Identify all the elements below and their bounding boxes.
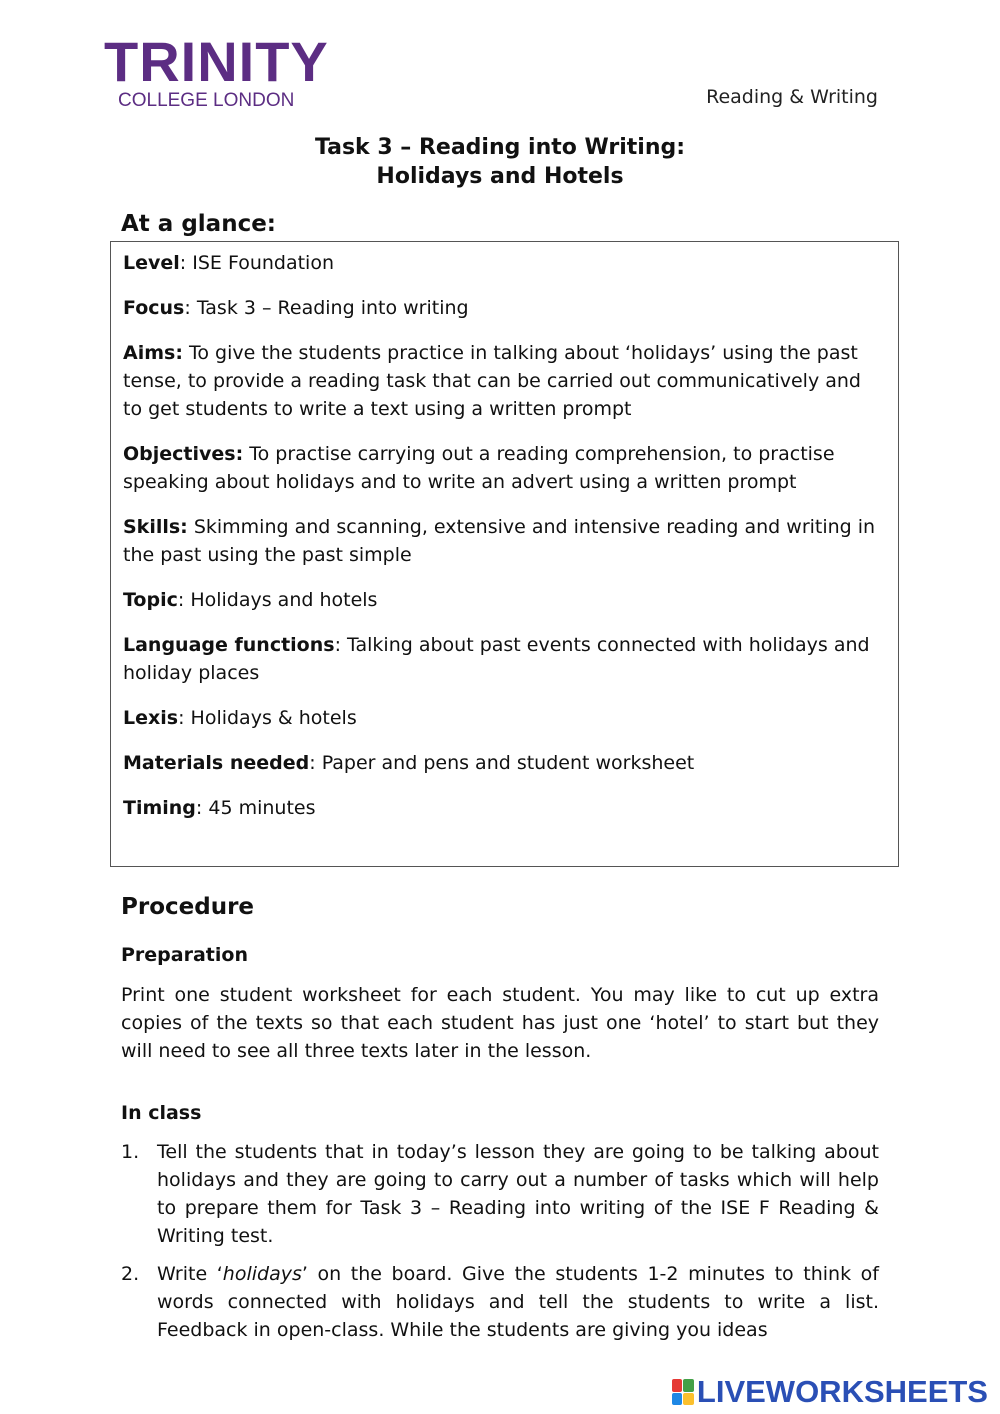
glance-item: Level: ISE Foundation <box>123 252 335 274</box>
liveworksheets-icon <box>672 1379 694 1405</box>
glance-item: Materials needed: Paper and pens and student worksheet <box>123 752 695 774</box>
glance-value: 45 minutes <box>208 797 316 819</box>
logo-wordmark: TRINITY <box>104 30 329 93</box>
emphasis-word: holidays <box>222 1263 302 1285</box>
glance-item: Lexis: Holidays & hotels <box>123 707 357 729</box>
glance-label: Level <box>123 252 180 274</box>
glance-box <box>110 241 899 867</box>
glance-value: To give the students practice in talking about ‘holidays’ using the past tense, to provide a reading task that can be carried out communicatively and to get students to write a text using a written prompt <box>123 342 861 420</box>
glance-item <box>123 440 886 496</box>
glance-item: Topic: Holidays and hotels <box>123 589 378 611</box>
glance-value: Holidays and hotels <box>190 589 378 611</box>
badge-cell <box>683 1393 694 1406</box>
badge-cell <box>672 1393 683 1406</box>
glance-value: Holidays & hotels <box>190 707 357 729</box>
glance-label: Timing <box>123 797 196 819</box>
glance-item <box>123 339 886 423</box>
glance-item: Timing: 45 minutes <box>123 797 316 819</box>
preparation-heading: Preparation <box>121 944 248 966</box>
page-title <box>0 133 1000 191</box>
glance-item <box>123 513 886 569</box>
glance-value: Skimming and scanning, extensive and intensive reading and writing in the past using the past simple <box>123 516 876 566</box>
badge-cell <box>683 1379 694 1392</box>
glance-value: Paper and pens and student worksheet <box>321 752 695 774</box>
in-class-steps <box>121 1138 879 1354</box>
glance-heading: At a glance: <box>121 211 277 237</box>
glance-label: Aims: <box>123 342 183 364</box>
glance-item: Focus: Task 3 – Reading into writing <box>123 297 469 319</box>
in-class-heading: In class <box>121 1102 202 1124</box>
glance-item: Language functions: Talking about past events connected with holidays and holiday places <box>123 634 870 684</box>
glance-label: Focus <box>123 297 185 319</box>
glance-value: ISE Foundation <box>192 252 335 274</box>
section-label: Reading & Writing <box>706 86 878 108</box>
glance-label: Topic <box>123 589 178 611</box>
step-text: Tell the students that in today’s lesson they are going to be talking about holidays and they are going to carry out a number of tasks which will help to prepare them for Task 3 – Reading into writing of the ISE F Reading & Writing test. <box>157 1141 879 1247</box>
badge-cell <box>672 1379 683 1392</box>
step-number: 1. <box>121 1141 140 1163</box>
glance-value: Task 3 – Reading into writing <box>196 297 469 319</box>
preparation-text: Print one student worksheet for each student. You may like to cut up extra copies of the texts so that each student has just one ‘hotel’ to start but they will need to see all three texts later in the lesson. <box>121 984 879 1062</box>
glance-label: Skills: <box>123 516 188 538</box>
procedure-heading: Procedure <box>121 894 255 920</box>
title-line-1: Task 3 – Reading into Writing: <box>314 135 686 160</box>
list-item <box>121 1138 879 1250</box>
glance-label: Objectives: <box>123 443 244 465</box>
step-text: ’ on the board. Give the students 1-2 minutes to think of words connected with holidays and tell the students to write a list. Feedback in open-class. While the students are giving you ideas <box>157 1263 879 1341</box>
glance-label: Materials needed <box>123 752 310 774</box>
logo-subtitle: COLLEGE LONDON <box>118 90 295 111</box>
title-line-2: Holidays and Hotels <box>376 164 624 189</box>
glance-label: Language functions <box>123 634 335 656</box>
step-number: 2. <box>121 1263 140 1285</box>
list-item: 2. Write ‘holidays’ on the board. Give the students 1-2 minutes to think of words connected with holidays and tell the students to write a list. Feedback in open-class. While the students are giving you ideas <box>121 1260 879 1344</box>
glance-value: Talking about past events connected with holidays and holiday places <box>123 634 870 684</box>
liveworksheets-watermark <box>672 1374 988 1410</box>
glance-label: Lexis <box>123 707 179 729</box>
watermark-text: LIVEWORKSHEETS <box>696 1374 988 1409</box>
glance-value: To practise carrying out a reading comprehension, to practise speaking about holidays and to write an advert using a written prompt <box>123 443 835 493</box>
trinity-logo <box>104 30 354 112</box>
